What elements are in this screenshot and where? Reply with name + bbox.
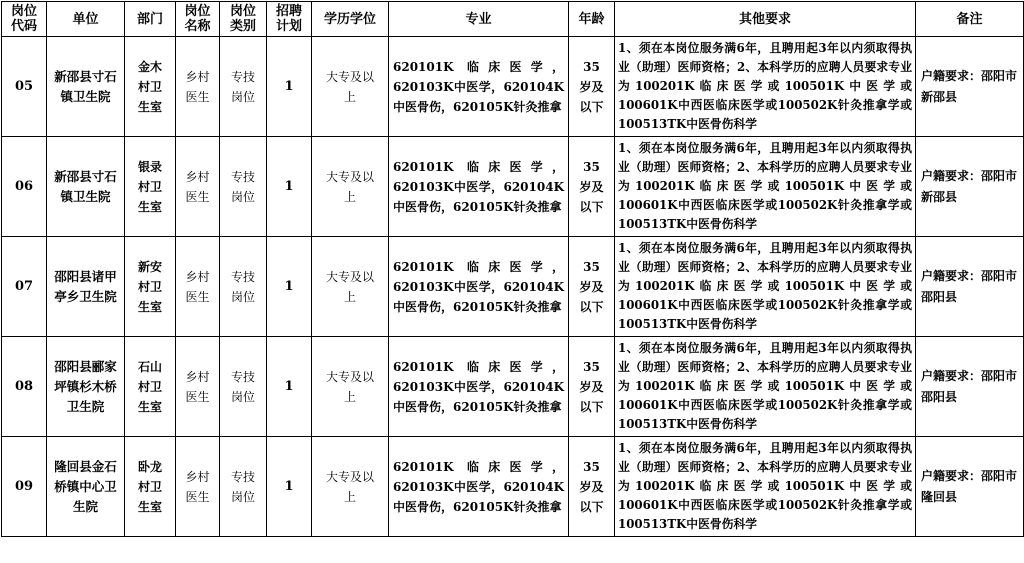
- post-code-cell: 08: [2, 337, 47, 437]
- recruit-plan-cell: 1: [267, 37, 312, 137]
- remarks-cell: 户籍要求：邵阳市邵阳县: [916, 237, 1024, 337]
- header-education: 学历学位: [312, 2, 389, 37]
- table-row: [2, 437, 1024, 537]
- post-type-cell: 专技岗位: [220, 137, 267, 237]
- post-type-cell: 专技岗位: [220, 37, 267, 137]
- table-header-row: [2, 2, 1024, 37]
- post-name-cell: 乡村医生: [176, 137, 220, 237]
- header-department: 部门: [125, 2, 176, 37]
- table-row: [2, 337, 1024, 437]
- unit-cell: 新邵县寸石镇卫生院: [47, 37, 125, 137]
- header-remarks: 备注: [916, 2, 1024, 37]
- header-post-type: 岗位类别: [220, 2, 267, 37]
- post-code-cell: 05: [2, 37, 47, 137]
- unit-cell: 邵阳县诸甲亭乡卫生院: [47, 237, 125, 337]
- other-requirements-cell: 1、须在本岗位服务满6年，且聘用起3年以内须取得执业（助理）医师资格；2、本科学历的应聘人员要求专业为100201K临床医学或100501K中医学或100601K中西医临床医学或100502K针灸推拿学或100513TK中医骨伤科学: [615, 337, 916, 437]
- recruit-plan-cell: 1: [267, 237, 312, 337]
- table-row: [2, 37, 1024, 137]
- post-name-cell: 乡村医生: [176, 37, 220, 137]
- age-cell: 35岁及以下: [569, 137, 615, 237]
- post-type-cell: 专技岗位: [220, 237, 267, 337]
- post-name-cell: 乡村医生: [176, 337, 220, 437]
- major-cell: 620101K 临床医学，620103K中医学，620104K中医骨伤，620105K针灸推拿: [389, 137, 569, 237]
- department-cell: 卧龙村卫生室: [125, 437, 176, 537]
- age-cell: 35岁及以下: [569, 337, 615, 437]
- recruit-plan-cell: 1: [267, 137, 312, 237]
- department-cell: 金木村卫生室: [125, 37, 176, 137]
- education-cell: 大专及以上: [312, 137, 389, 237]
- department-cell: 银录村卫生室: [125, 137, 176, 237]
- other-requirements-cell: 1、须在本岗位服务满6年，且聘用起3年以内须取得执业（助理）医师资格；2、本科学历的应聘人员要求专业为100201K临床医学或100501K中医学或100601K中西医临床医学或100502K针灸推拿学或100513TK中医骨伤科学: [615, 437, 916, 537]
- table-row: [2, 137, 1024, 237]
- education-cell: 大专及以上: [312, 437, 389, 537]
- header-post-name: 岗位名称: [176, 2, 220, 37]
- post-name-cell: 乡村医生: [176, 237, 220, 337]
- unit-cell: 邵阳县郦家坪镇杉木桥卫生院: [47, 337, 125, 437]
- department-cell: 石山村卫生室: [125, 337, 176, 437]
- age-cell: 35岁及以下: [569, 437, 615, 537]
- education-cell: 大专及以上: [312, 237, 389, 337]
- recruit-plan-cell: 1: [267, 337, 312, 437]
- age-cell: 35岁及以下: [569, 237, 615, 337]
- table-row: [2, 237, 1024, 337]
- major-cell: 620101K 临床医学，620103K中医学，620104K中医骨伤，620105K针灸推拿: [389, 337, 569, 437]
- major-cell: 620101K 临床医学，620103K中医学，620104K中医骨伤，620105K针灸推拿: [389, 437, 569, 537]
- department-cell: 新安村卫生室: [125, 237, 176, 337]
- remarks-cell: 户籍要求：邵阳市邵阳县: [916, 337, 1024, 437]
- recruitment-table: [1, 1, 1024, 537]
- header-unit: 单位: [47, 2, 125, 37]
- education-cell: 大专及以上: [312, 37, 389, 137]
- post-type-cell: 专技岗位: [220, 337, 267, 437]
- unit-cell: 隆回县金石桥镇中心卫生院: [47, 437, 125, 537]
- major-cell: 620101K 临床医学，620103K中医学，620104K中医骨伤，620105K针灸推拿: [389, 37, 569, 137]
- age-cell: 35岁及以下: [569, 37, 615, 137]
- post-type-cell: 专技岗位: [220, 437, 267, 537]
- header-major: 专业: [389, 2, 569, 37]
- recruit-plan-cell: 1: [267, 437, 312, 537]
- post-code-cell: 06: [2, 137, 47, 237]
- other-requirements-cell: 1、须在本岗位服务满6年，且聘用起3年以内须取得执业（助理）医师资格；2、本科学历的应聘人员要求专业为100201K临床医学或100501K中医学或100601K中西医临床医学或100502K针灸推拿学或100513TK中医骨伤科学: [615, 137, 916, 237]
- education-cell: 大专及以上: [312, 337, 389, 437]
- post-code-cell: 09: [2, 437, 47, 537]
- post-name-cell: 乡村医生: [176, 437, 220, 537]
- header-age: 年龄: [569, 2, 615, 37]
- other-requirements-cell: 1、须在本岗位服务满6年，且聘用起3年以内须取得执业（助理）医师资格；2、本科学历的应聘人员要求专业为100201K临床医学或100501K中医学或100601K中西医临床医学或100502K针灸推拿学或100513TK中医骨伤科学: [615, 37, 916, 137]
- remarks-cell: 户籍要求：邵阳市隆回县: [916, 437, 1024, 537]
- remarks-cell: 户籍要求：邵阳市新邵县: [916, 137, 1024, 237]
- other-requirements-cell: 1、须在本岗位服务满6年，且聘用起3年以内须取得执业（助理）医师资格；2、本科学历的应聘人员要求专业为100201K临床医学或100501K中医学或100601K中西医临床医学或100502K针灸推拿学或100513TK中医骨伤科学: [615, 237, 916, 337]
- header-post-code: 岗位代码: [2, 2, 47, 37]
- remarks-cell: 户籍要求：邵阳市新邵县: [916, 37, 1024, 137]
- unit-cell: 新邵县寸石镇卫生院: [47, 137, 125, 237]
- header-recruit-plan: 招聘计划: [267, 2, 312, 37]
- major-cell: 620101K 临床医学，620103K中医学，620104K中医骨伤，620105K针灸推拿: [389, 237, 569, 337]
- header-other-requirements: 其他要求: [615, 2, 916, 37]
- post-code-cell: 07: [2, 237, 47, 337]
